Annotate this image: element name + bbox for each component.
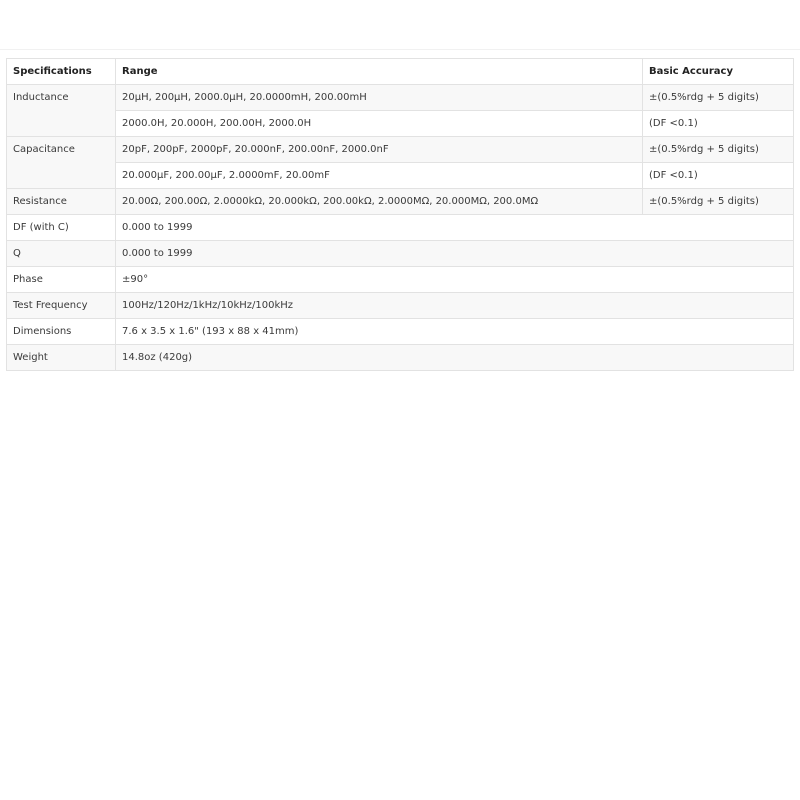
q-value: 0.000 to 1999 — [116, 241, 794, 267]
spec-label-phase: Phase — [7, 267, 116, 293]
spec-label-q: Q — [7, 241, 116, 267]
table-row — [7, 111, 794, 137]
dimensions-value: 7.6 x 3.5 x 1.6" (193 x 88 x 41mm) — [116, 319, 794, 345]
capacitance-accuracy-1: ±(0.5%rdg + 5 digits) — [643, 137, 794, 163]
header-basic-accuracy: Basic Accuracy — [643, 59, 794, 85]
inductance-accuracy-1: ±(0.5%rdg + 5 digits) — [643, 85, 794, 111]
capacitance-accuracy-2: (DF <0.1) — [643, 163, 794, 189]
test-frequency-value: 100Hz/120Hz/1kHz/10kHz/100kHz — [116, 293, 794, 319]
capacitance-range-1: 20pF, 200pF, 2000pF, 20.000nF, 200.00nF, 2000.0nF — [116, 137, 643, 163]
top-divider — [0, 49, 800, 50]
inductance-range-1: 20μH, 200μH, 2000.0μH, 20.0000mH, 200.00mH — [116, 85, 643, 111]
table-row — [7, 319, 794, 345]
table-row — [7, 241, 794, 267]
spec-label-df: DF (with C) — [7, 215, 116, 241]
specifications-table — [6, 58, 794, 371]
spec-label-inductance: Inductance — [7, 85, 116, 137]
df-value: 0.000 to 1999 — [116, 215, 794, 241]
resistance-accuracy: ±(0.5%rdg + 5 digits) — [643, 189, 794, 215]
table-row — [7, 85, 794, 111]
header-specifications: Specifications — [7, 59, 116, 85]
table-row — [7, 163, 794, 189]
table-header-row — [7, 59, 794, 85]
spec-label-test-frequency: Test Frequency — [7, 293, 116, 319]
table-row — [7, 137, 794, 163]
spec-label-capacitance: Capacitance — [7, 137, 116, 189]
phase-value: ±90° — [116, 267, 794, 293]
weight-value: 14.8oz (420g) — [116, 345, 794, 371]
spec-label-dimensions: Dimensions — [7, 319, 116, 345]
table-row — [7, 189, 794, 215]
table-row — [7, 345, 794, 371]
inductance-range-2: 2000.0H, 20.000H, 200.00H, 2000.0H — [116, 111, 643, 137]
header-range: Range — [116, 59, 643, 85]
table-row — [7, 215, 794, 241]
spec-label-weight: Weight — [7, 345, 116, 371]
inductance-accuracy-2: (DF <0.1) — [643, 111, 794, 137]
capacitance-range-2: 20.000μF, 200.00μF, 2.0000mF, 20.00mF — [116, 163, 643, 189]
spec-label-resistance: Resistance — [7, 189, 116, 215]
table-row — [7, 267, 794, 293]
resistance-range: 20.00Ω, 200.00Ω, 2.0000kΩ, 20.000kΩ, 200.00kΩ, 2.0000MΩ, 20.000MΩ, 200.0MΩ — [116, 189, 643, 215]
table-row — [7, 293, 794, 319]
